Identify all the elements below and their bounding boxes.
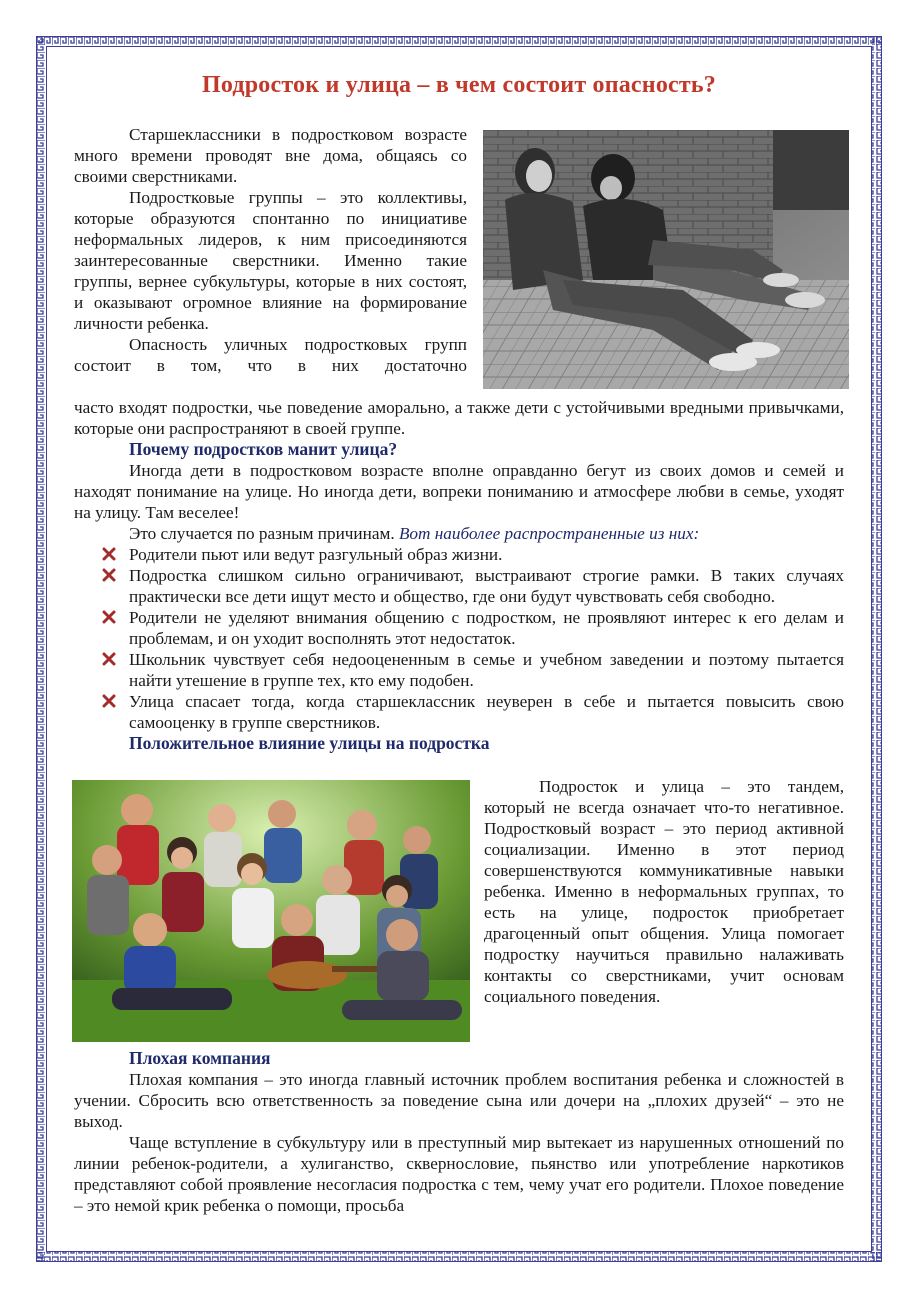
intro-paragraph-1: Старшеклассники в подростковом возрасте много времени проводят вне дома, общаясь со своими сверстниками. — [74, 125, 467, 186]
reasons-intro-text: Это случается по разным причинам. — [129, 524, 395, 543]
bad-company-paragraph-2: Чаще вступление в субкультуру или в преступный мир вытекает из нарушенных отношений по линии ребенок-родители, а хулиганство, сквернословие, пьянство или употребление наркотиков представляют собой проявление несогласия подростка с тем, чему учат его родители. Плохое поведение – это немой крик ребенка о помощи, просьба — [74, 1133, 844, 1215]
reason-text: Школьник чувствует себя недооцененным в семье и учебном заведении и поэтому пытается найти утешение в группе тех, кто ему подобен. — [129, 650, 844, 690]
teens-against-wall-photo — [483, 130, 849, 389]
intro-paragraph-3-end: часто входят подростки, чье поведение аморально, а также дети с устойчивыми вредными привычками, которые они распространяют в своей группе. — [74, 398, 844, 438]
bad-company-paragraph-1: Плохая компания – это иногда главный источник проблем воспитания ребенка и сложностей в учении. Сбросить всю ответственность за поведение сына или дочери на „плохих друзей“ – это не выход. — [74, 1070, 844, 1131]
reasons-list — [74, 544, 844, 733]
list-item — [74, 544, 844, 565]
intro-continuation — [74, 397, 844, 754]
cross-bullet-icon — [102, 610, 116, 624]
reason-text: Улица спасает тогда, когда старшеклассник неуверен в себе и пытается повысить свою самооценку в группе сверстников. — [129, 692, 844, 732]
list-item — [74, 607, 844, 649]
reason-text: Родители не уделяют внимания общению с подростком, не проявляют интерес к его делам и проблемам, и он уходит восполнять этот недостаток. — [129, 608, 844, 648]
intro-paragraph-2: Подростковые группы – это коллективы, которые образуются спонтанно по инициативе неформальных лидеров, к ним присоединяются заинтересованные сверстники. Именно такие группы, вернее субкультуры, которые в них состоят, и оказывают огромное влияние на формирование личности ребенка. — [74, 188, 467, 333]
cross-bullet-icon — [102, 652, 116, 666]
section-heading-why-street: Почему подростков манит улица? — [129, 439, 398, 459]
positive-influence-paragraph: Подросток и улица – это тандем, который не всегда означает что-то негативное. Подростковый возраст – это период активной социализации. Именно в этот период совершенствуются коммуникативные навыки ребенка. Именно в неформальных группах, то есть на улице, подросток приобретает драгоценный опыт общения. Улица помогает подростку научиться правильно налаживать контакты со сверстниками, учит основам социального поведения. — [484, 777, 844, 1006]
positive-influence-column — [484, 776, 844, 1007]
why-street-paragraph-1: Иногда дети в подростковом возрасте вполне оправданно бегут из своих домов и семей и находят понимание на улице. Но иногда дети, вопреки пониманию и атмосфере любви в семье, уходят на улицу. Там веселее! — [74, 461, 844, 522]
cross-bullet-icon — [102, 694, 116, 708]
section-heading-positive-influence: Положительное влияние улицы на подростка — [129, 733, 490, 753]
teens-group-guitar-photo — [72, 780, 470, 1042]
reasons-intro-italic: Вот наиболее распространенные из них: — [398, 524, 700, 543]
cross-bullet-icon — [102, 568, 116, 582]
list-item — [74, 691, 844, 733]
intro-column — [74, 124, 467, 376]
list-item — [74, 649, 844, 691]
page-title: Подросток и улица – в чем состоит опасность? — [202, 72, 716, 98]
list-item — [74, 565, 844, 607]
reason-text: Родители пьют или ведут разгульный образ жизни. — [129, 545, 503, 564]
reason-text: Подростка слишком сильно ограничивают, выстраивают строгие рамки. В таких случаях практически все дети ищут место и общество, где они будут чувствовать себя свободно. — [129, 566, 844, 606]
bad-company-section — [74, 1048, 844, 1216]
why-street-paragraph-2 — [74, 523, 844, 544]
section-heading-bad-company: Плохая компания — [129, 1048, 271, 1068]
cross-bullet-icon — [102, 547, 116, 561]
intro-paragraph-3-start: Опасность уличных подростковых групп состоит в том, что в них достаточно — [74, 335, 467, 375]
